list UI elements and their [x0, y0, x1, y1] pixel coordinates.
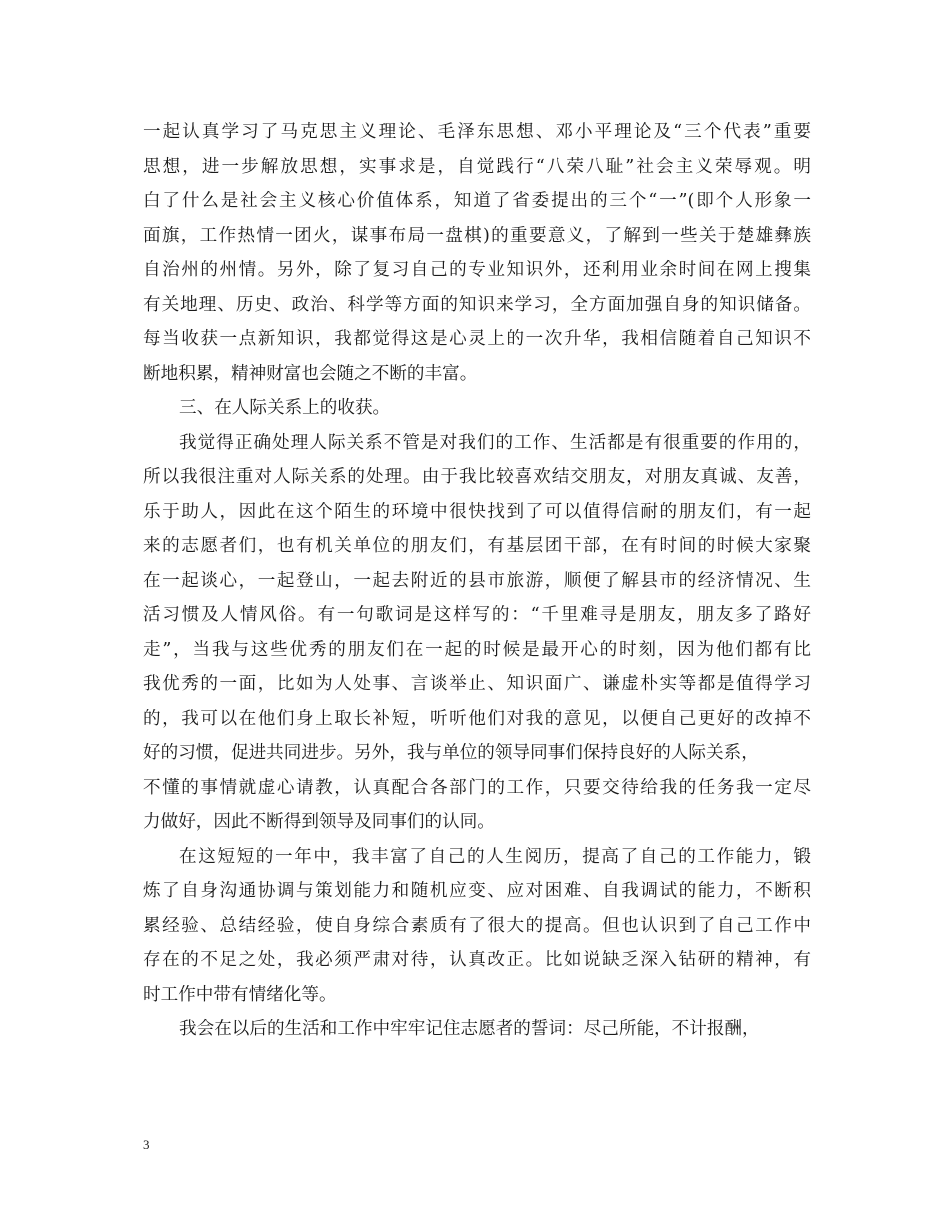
text-line: 我觉得正确处理人际关系不管是对我们的工作、生活都是有很重要的作用的，: [179, 432, 811, 453]
text-line: 好的习惯，促进共同进步。另外，我与单位的领导同事们保持良好的人际关系，: [143, 743, 759, 763]
text-line: 活习惯及人情风俗。有一句歌词是这样写的：“千里难寻是朋友，朋友多了路好: [143, 605, 811, 625]
text-line: 自治州的州情。另外，除了复习自己的专业知识外，还利用业余时间在网上搜集: [143, 260, 811, 280]
text-line: 所以我很注重对人际关系的处理。由于我比较喜欢结交朋友，对朋友真诚、友善，: [143, 467, 811, 487]
page-number: 3: [143, 1137, 150, 1152]
text-line: 不懂的事情就虚心请教，认真配合各部门的工作，只要交待给我的任务我一定尽: [143, 777, 811, 798]
text-line: 乐于助人，因此在这个陌生的环境中很快找到了可以值得信耐的朋友们，有一起: [143, 501, 811, 522]
text-line: 的，我可以在他们身上取长补短，听听他们对我的意见，以便自己更好的改掉不: [143, 708, 811, 729]
text-line: 来的志愿者们，也有机关单位的朋友们，有基层团干部，在有时间的时候大家聚: [143, 536, 811, 556]
text-line: 时工作中带有情绪化等。: [143, 984, 337, 1005]
document-body: [143, 115, 811, 1047]
text-line: 炼了自身沟通协调与策划能力和随机应变、应对困难、自我调试的能力，不断积: [143, 881, 811, 901]
text-line: 思想，进一步解放思想，实事求是，自觉践行“八荣八耻”社会主义荣辱观。明: [143, 156, 811, 177]
text-line: 我会在以后的生活和工作中牢牢记住志愿者的誓词：尽己所能，不计报酬，: [179, 1019, 760, 1039]
text-line: 每当收获一点新知识，我都觉得这是心灵上的一次升华，我相信随着自己知识不: [143, 329, 811, 349]
text-line: 力做好，因此不断得到领导及同事们的认同。: [143, 812, 495, 832]
text-line: 在这短短的一年中，我丰富了自己的人生阅历，提高了自己的工作能力，锻: [179, 846, 811, 867]
text-line: 面旗，工作热情一团火，谋事布局一盘棋)的重要意义，了解到一些关于楚雄彝族: [143, 225, 811, 246]
text-line: 一起认真学习了马克思主义理论、毛泽东思想、邓小平理论及“三个代表”重要: [143, 122, 811, 142]
text-line: 存在的不足之处，我必须严肃对待，认真改正。比如说缺乏深入钻研的精神，有: [143, 950, 811, 970]
text-line: 白了什么是社会主义核心价值体系，知道了省委提出的三个“一”(即个人形象一: [143, 191, 811, 211]
text-line: 我优秀的一面，比如为人处事、言谈举止、知识面广、谦虚朴实等都是值得学习: [143, 674, 811, 694]
text-line: 走”，当我与这些优秀的朋友们在一起的时候是最开心的时刻，因为他们都有比: [143, 639, 811, 660]
text-line: 有关地理、历史、政治、科学等方面的知识来学习，全方面加强自身的知识储备。: [143, 294, 811, 315]
text-line: 累经验、总结经验，使自身综合素质有了很大的提高。但也认识到了自己工作中: [143, 915, 811, 936]
text-line: 断地积累，精神财富也会随之不断的丰富。: [143, 363, 478, 384]
section-heading: 三、在人际关系上的收获。: [179, 398, 391, 418]
text-line: 在一起谈心，一起登山，一起去附近的县市旅游，顺便了解县市的经济情况、生: [143, 570, 811, 591]
